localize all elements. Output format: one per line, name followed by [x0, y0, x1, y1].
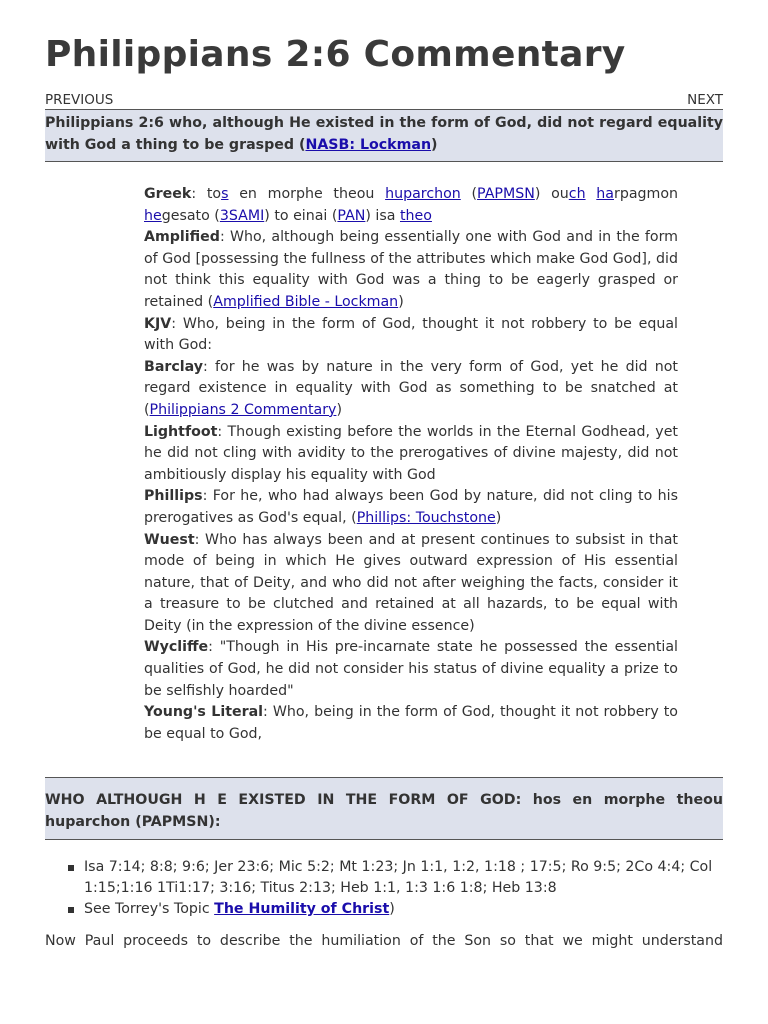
parsing-link[interactable]: PAN [337, 207, 366, 224]
translation-text: : for he was by nature in the very form of God, yet he did not regard existence in equality with God as something to be snatched at ( [144, 358, 678, 418]
translation-label: Phillips [144, 488, 203, 505]
translation-greek [144, 184, 678, 227]
greek-text: ) ou [534, 186, 569, 202]
greek-word-link[interactable]: theo [399, 207, 432, 224]
translation-label: Lightfoot [144, 423, 218, 440]
cross-references: Isa 7:14; 8:8; 9:6; Jer 23:6; Mic 5:2; Mt 1:23; Jn 1:1, 1:2, 1:18 ; 17:5; Ro 9:5; 2Co 4:4; Col 1:15;1:16 1Ti1:17; 3:16; Titus 2:13; Heb 1:1, 1:3 1:6 1:8; Heb 13:8 [84, 859, 713, 897]
greek-text: ) to einai ( [264, 207, 338, 224]
parsing-link[interactable]: PAPMSN [477, 186, 535, 202]
translation-wuest [144, 530, 678, 638]
greek-word-link[interactable]: s [221, 186, 229, 202]
next-link[interactable]: NEXT [687, 92, 723, 108]
verse-banner [45, 110, 723, 162]
translation-barclay [144, 357, 678, 422]
greek-text: rpagmon [613, 186, 679, 202]
greek-text: en morphe theou [228, 186, 386, 202]
translation-text: : Who, although being essentially one with God and in the form of God [possessing the fullness of the attributes which make God God], did not think this equality with God was a thing to be eagerly grasped or retained ( [144, 229, 678, 310]
translation-label: Wycliffe [144, 639, 209, 656]
translation-lightfoot [144, 422, 678, 487]
bullet-icon [68, 907, 74, 913]
translation-wycliffe [144, 637, 678, 702]
translation-label: Barclay [144, 358, 204, 375]
translation-label: Greek [144, 186, 192, 202]
translation-youngs [144, 702, 678, 745]
translation-label: KJV [144, 315, 172, 332]
parsing-link[interactable]: 3SAMI [219, 207, 265, 224]
translation-text: : Who has always been and at present continues to subsist in that mode of being in which He gives outward expression of His essential nature, that of Deity, and who did not after weighing the facts, consider it a treasure to be clutched and retained at all hazards, to be equal with Deity (in the expression of the divine essence) [144, 531, 678, 634]
translations-list [144, 184, 678, 745]
body-paragraph: Now Paul proceeds to describe the humiliation of the Son so that we might understand [45, 933, 723, 950]
page [45, 0, 723, 952]
translation-close: ) [398, 293, 404, 310]
phillips-link[interactable]: Phillips: Touchstone [356, 509, 496, 526]
greek-text: ( [460, 186, 478, 202]
humility-of-christ-link[interactable]: The Humility of Christ [214, 901, 390, 918]
verse-close: ) [431, 136, 438, 153]
translation-text: : "Though in His pre-incarnate state he possessed the essential qualities of God, he did not consider his status of divine equality a prize to be selfishly hoarded" [144, 639, 678, 699]
verse-text: Philippians 2:6 who, although He existed in the form of God, did not regard equality with God a thing to be grasped ( [45, 115, 723, 153]
translation-kjv [144, 314, 678, 357]
translation-text: : Though existing before the worlds in the Eternal Godhead, yet he did not cling with avidity to the prerogatives of divine majesty, did not ambitiously display his equality with God [144, 423, 678, 483]
amplified-link[interactable]: Amplified Bible - Lockman [213, 293, 399, 310]
greek-text [586, 186, 597, 202]
translation-close: ) [336, 401, 342, 418]
greek-text: : to [191, 186, 222, 202]
page-title: Philippians 2:6 Commentary [45, 34, 626, 75]
nasb-lockman-link[interactable]: NASB: Lockman [305, 136, 432, 153]
translation-text: : For he, who had always been God by nature, did not cling to his prerogatives as God's equal, ( [144, 488, 678, 526]
greek-text: ) isa [365, 207, 400, 224]
reference-list [45, 857, 723, 920]
list-item [84, 857, 723, 899]
translation-close: ) [495, 509, 502, 526]
page-nav [45, 91, 723, 110]
section-heading: WHO ALTHOUGH H E EXISTED IN THE FORM OF GOD: hos en morphe theou huparchon (PAPMSN): [45, 777, 723, 840]
greek-word-link[interactable]: ch [568, 186, 586, 202]
translation-text: : Who, being in the form of God, thought it not robbery to be equal with God: [144, 315, 678, 354]
barclay-commentary-link[interactable]: Philippians 2 Commentary [149, 401, 337, 418]
previous-link[interactable]: PREVIOUS [45, 92, 114, 108]
torrey-close: ) [389, 901, 395, 918]
translation-label: Wuest [144, 531, 195, 548]
translation-phillips [144, 486, 678, 529]
greek-word-link[interactable]: ha [596, 186, 614, 202]
translation-text: : Who, being in the form of God, thought it not robbery to be equal to God, [144, 704, 678, 742]
greek-word-link[interactable]: huparchon [385, 186, 461, 202]
torrey-prefix: See Torrey's Topic [84, 901, 215, 918]
translation-label: Young's Literal [144, 704, 264, 721]
list-item [84, 899, 723, 920]
greek-text: gesato ( [161, 207, 220, 224]
greek-word-link[interactable]: he [144, 207, 162, 224]
translation-amplified [144, 227, 678, 313]
bullet-icon [68, 865, 74, 871]
translation-label: Amplified [144, 229, 220, 246]
